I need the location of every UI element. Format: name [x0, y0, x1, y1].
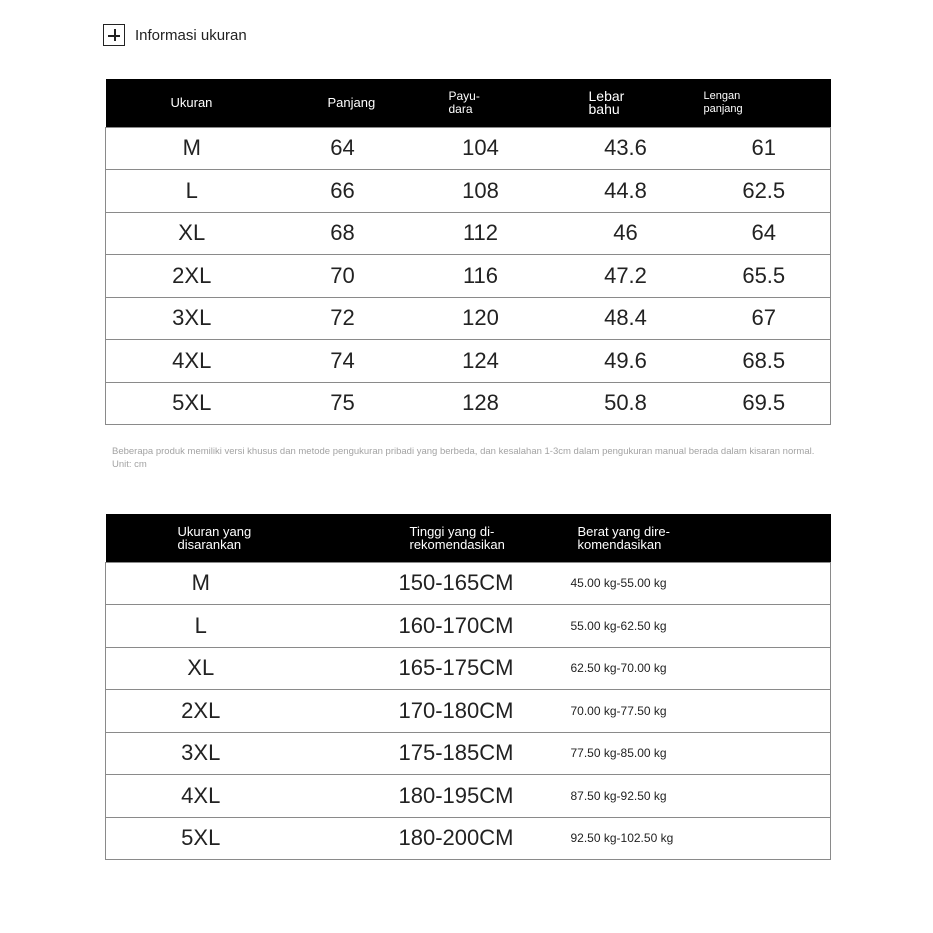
col-header-shoulder: Lebar bahu: [554, 79, 698, 127]
cell-chest: 112: [408, 212, 554, 255]
cell-recommended-weight: 92.50 kg-102.50 kg: [571, 817, 831, 860]
cell-length: 68: [278, 212, 408, 255]
cell-size: 4XL: [106, 340, 278, 383]
cell-recommended-height: 150-165CM: [341, 562, 571, 605]
cell-recommended-height: 165-175CM: [341, 647, 571, 690]
cell-shoulder: 43.6: [554, 127, 698, 170]
col-header-recommended-height: Tinggi yang di- rekomendasikan: [341, 514, 571, 562]
cell-recommended-size: 2XL: [106, 690, 341, 733]
cell-sleeve: 69.5: [698, 382, 831, 425]
table-row: [106, 255, 831, 298]
cell-recommended-height: 175-185CM: [341, 732, 571, 775]
cell-size: 3XL: [106, 297, 278, 340]
cell-recommended-height: 180-195CM: [341, 775, 571, 818]
cell-recommended-weight: 70.00 kg-77.50 kg: [571, 690, 831, 733]
cell-sleeve: 68.5: [698, 340, 831, 383]
cell-recommended-size: XL: [106, 647, 341, 690]
recommendation-header-row: [106, 514, 831, 562]
cell-shoulder: 47.2: [554, 255, 698, 298]
plus-icon: [103, 24, 125, 46]
cell-length: 75: [278, 382, 408, 425]
cell-chest: 128: [408, 382, 554, 425]
cell-size: 5XL: [106, 382, 278, 425]
cell-shoulder: 46: [554, 212, 698, 255]
cell-chest: 104: [408, 127, 554, 170]
cell-size: XL: [106, 212, 278, 255]
col-header-sleeve: Lengan panjang: [698, 79, 831, 127]
cell-shoulder: 50.8: [554, 382, 698, 425]
cell-recommended-height: 160-170CM: [341, 605, 571, 648]
col-header-recommended-weight: Berat yang dire- komendasikan: [571, 514, 831, 562]
cell-recommended-weight: 55.00 kg-62.50 kg: [571, 605, 831, 648]
table-row: [106, 340, 831, 383]
cell-length: 70: [278, 255, 408, 298]
cell-recommended-size: 4XL: [106, 775, 341, 818]
recommendation-table: [105, 514, 831, 860]
cell-size: M: [106, 127, 278, 170]
cell-sleeve: 61: [698, 127, 831, 170]
cell-sleeve: 65.5: [698, 255, 831, 298]
cell-chest: 108: [408, 170, 554, 213]
table-row: [106, 297, 831, 340]
table-row: [106, 732, 831, 775]
cell-length: 66: [278, 170, 408, 213]
cell-length: 74: [278, 340, 408, 383]
cell-recommended-size: 5XL: [106, 817, 341, 860]
size-info-title: Informasi ukuran: [135, 26, 247, 44]
cell-recommended-weight: 62.50 kg-70.00 kg: [571, 647, 831, 690]
cell-length: 72: [278, 297, 408, 340]
table-row: [106, 212, 831, 255]
col-header-chest: Payu- dara: [408, 79, 554, 127]
cell-recommended-size: L: [106, 605, 341, 648]
cell-shoulder: 44.8: [554, 170, 698, 213]
table-row: [106, 775, 831, 818]
table-row: [106, 817, 831, 860]
cell-recommended-height: 180-200CM: [341, 817, 571, 860]
col-header-length: Panjang: [278, 79, 408, 127]
cell-sleeve: 67: [698, 297, 831, 340]
cell-chest: 116: [408, 255, 554, 298]
cell-recommended-size: 3XL: [106, 732, 341, 775]
col-header-recommended-size: Ukuran yang disarankan: [106, 514, 341, 562]
cell-recommended-size: M: [106, 562, 341, 605]
cell-recommended-weight: 45.00 kg-55.00 kg: [571, 562, 831, 605]
table-row: [106, 605, 831, 648]
cell-sleeve: 62.5: [698, 170, 831, 213]
col-header-size: Ukuran: [106, 79, 278, 127]
table-row: [106, 562, 831, 605]
cell-chest: 124: [408, 340, 554, 383]
cell-recommended-weight: 77.50 kg-85.00 kg: [571, 732, 831, 775]
table-row: [106, 382, 831, 425]
cell-shoulder: 49.6: [554, 340, 698, 383]
cell-shoulder: 48.4: [554, 297, 698, 340]
table-row: [106, 170, 831, 213]
table-row: [106, 690, 831, 733]
table-row: [106, 127, 831, 170]
cell-recommended-height: 170-180CM: [341, 690, 571, 733]
size-info-header: [103, 22, 247, 48]
size-table: [105, 79, 831, 425]
cell-size: 2XL: [106, 255, 278, 298]
cell-sleeve: 64: [698, 212, 831, 255]
cell-size: L: [106, 170, 278, 213]
cell-recommended-weight: 87.50 kg-92.50 kg: [571, 775, 831, 818]
cell-length: 64: [278, 127, 408, 170]
cell-chest: 120: [408, 297, 554, 340]
table-row: [106, 647, 831, 690]
measurement-note: Beberapa produk memiliki versi khusus dan metode pengukuran pribadi yang berbeda, dan kesalahan 1-3cm dalam pengukuran manual berada dalam kisaran normal. Unit: cm: [112, 446, 815, 470]
size-table-header-row: [106, 79, 831, 127]
